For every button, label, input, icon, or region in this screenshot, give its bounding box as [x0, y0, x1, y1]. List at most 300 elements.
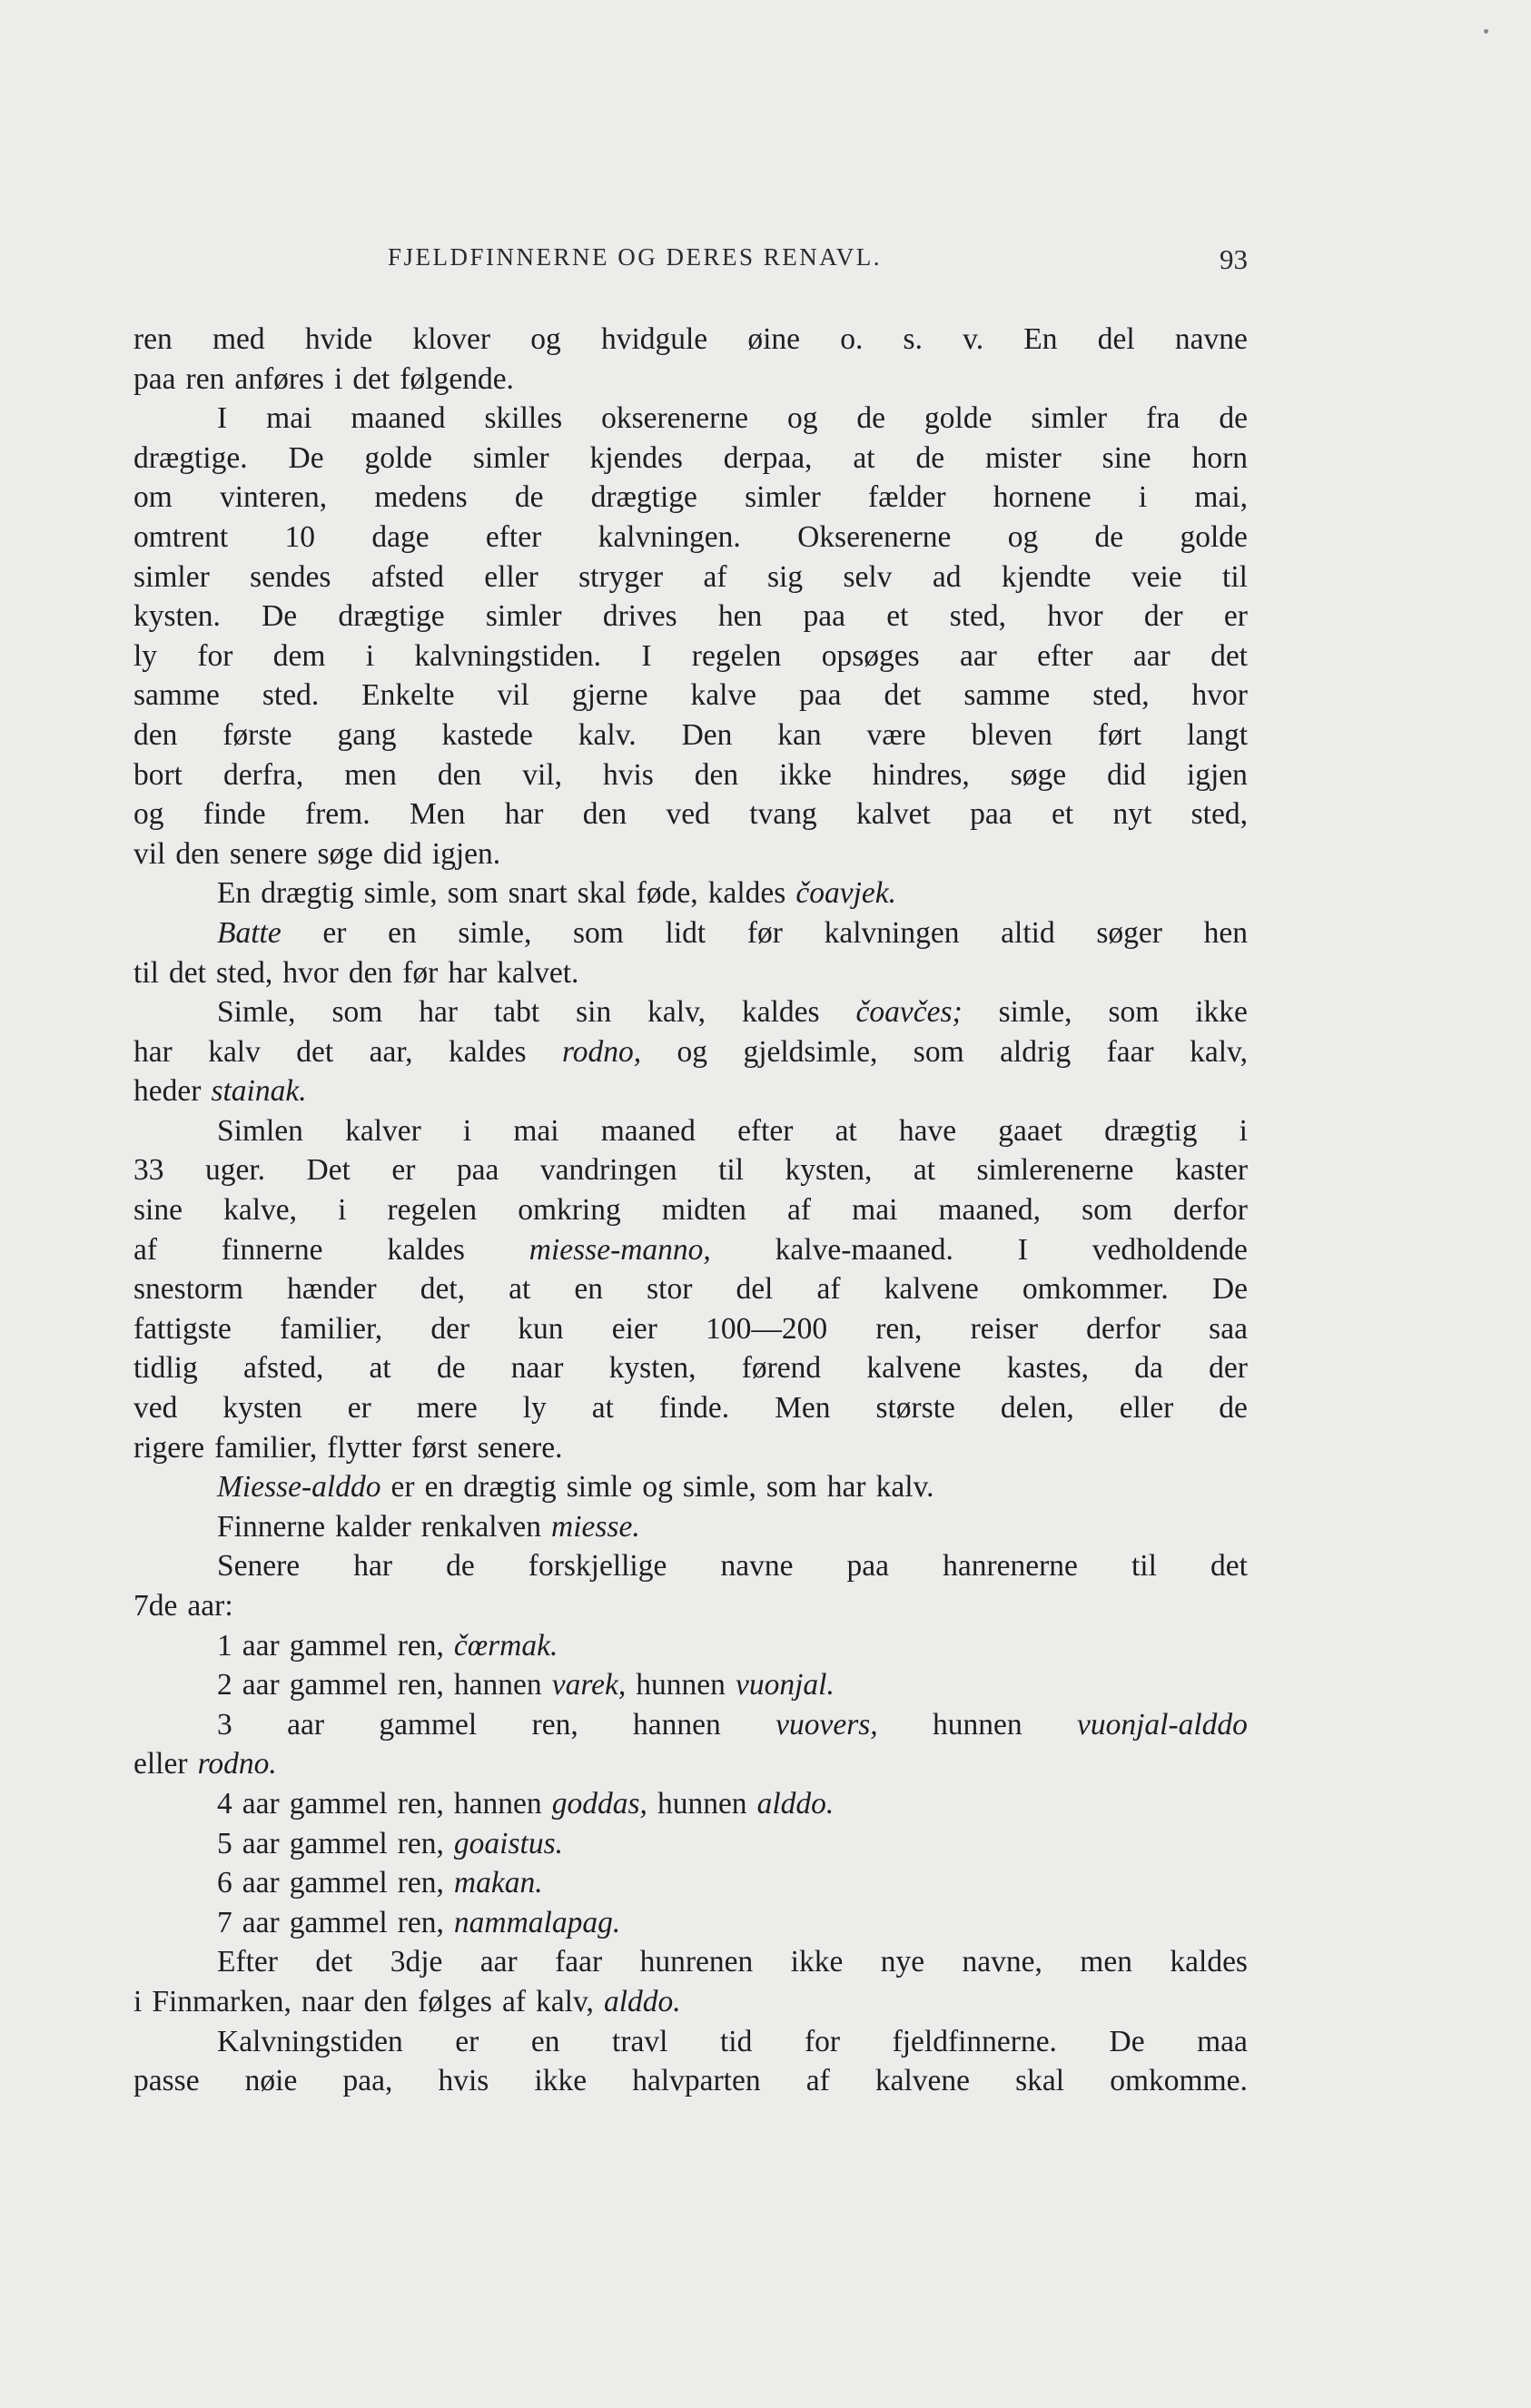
word: vil — [497, 678, 529, 713]
word: den — [437, 757, 482, 792]
word: gammel — [289, 1628, 388, 1663]
word: simlerenerne — [976, 1153, 1134, 1188]
word: De — [262, 599, 298, 634]
word: heder — [133, 1074, 202, 1109]
word: gammel — [289, 1786, 388, 1821]
word: Det — [306, 1153, 351, 1188]
word: maaned — [600, 1113, 696, 1148]
word: nye — [880, 1945, 925, 1979]
word: stor — [647, 1272, 693, 1307]
word: de — [514, 480, 544, 515]
word: om — [133, 480, 173, 515]
word: maaned — [351, 401, 446, 436]
word: kysten — [222, 1391, 302, 1426]
word: kalv, — [647, 995, 706, 1030]
word: sig — [766, 559, 804, 594]
word: af — [816, 1272, 841, 1307]
text-line — [133, 676, 1248, 715]
word: 1 — [217, 1628, 232, 1663]
word: som — [1108, 995, 1160, 1030]
word: at — [369, 1351, 391, 1386]
word: opsøges — [821, 638, 920, 673]
text-line — [133, 1428, 1248, 1468]
word: og — [786, 401, 818, 436]
word: veie — [1131, 559, 1182, 594]
print-speck — [1484, 29, 1488, 34]
word: at — [913, 1153, 936, 1188]
text-line — [133, 360, 1248, 400]
word: vandringen — [539, 1153, 677, 1188]
word: ren, — [397, 1628, 444, 1663]
word: som — [447, 876, 499, 911]
word: Simle, — [217, 995, 296, 1030]
word: det — [352, 361, 390, 396]
word: paa — [456, 1153, 499, 1188]
word: søge — [317, 836, 373, 871]
word: gjerne — [571, 678, 648, 713]
word: 6 — [217, 1866, 232, 1900]
word: derfra, — [222, 757, 304, 792]
word: finnerne — [221, 1232, 323, 1267]
word: som — [1082, 1193, 1133, 1228]
word: simle — [566, 1470, 633, 1505]
word: sted. — [262, 678, 320, 713]
word: paa — [970, 797, 1012, 832]
word: for — [804, 2024, 840, 2058]
word: kysten, — [608, 1351, 696, 1386]
word: 100—200 — [706, 1311, 828, 1346]
word: aar, — [369, 1034, 413, 1069]
word: følgende. — [400, 361, 514, 396]
word: ren, — [397, 1826, 444, 1860]
word: sted, — [949, 599, 1007, 634]
word: simle, — [458, 915, 532, 950]
italic-word: stainak. — [211, 1074, 307, 1109]
text-line — [133, 1784, 1248, 1824]
word: skal — [1015, 2064, 1065, 2098]
word: det — [1210, 638, 1248, 673]
word: som — [331, 995, 383, 1030]
word: en — [530, 2024, 560, 2058]
text-line — [133, 1150, 1248, 1190]
word: paa — [803, 599, 846, 634]
word: den — [133, 717, 178, 752]
text-line — [133, 518, 1248, 558]
text-line — [133, 1824, 1248, 1864]
text-line — [133, 399, 1248, 439]
word: regelen — [387, 1193, 478, 1228]
word: hvidgule — [600, 322, 708, 356]
word: kalv. — [875, 1470, 934, 1505]
word: aar — [959, 638, 997, 673]
word: Men — [409, 797, 466, 832]
word: kaldes — [448, 1034, 527, 1069]
word: ren, — [875, 1311, 923, 1346]
word: aar — [242, 1786, 280, 1821]
word: vedholdende — [1091, 1232, 1248, 1267]
word: kysten, — [785, 1153, 873, 1188]
word: Efter — [217, 1945, 278, 1979]
word: en — [424, 1470, 454, 1505]
text-line — [133, 1190, 1248, 1230]
word: senere. — [477, 1430, 563, 1465]
word: gjeldsimle, — [743, 1034, 878, 1069]
text-line — [133, 1665, 1248, 1705]
word: afsted, — [242, 1351, 324, 1386]
word: En — [217, 876, 252, 911]
word: er — [322, 915, 347, 950]
word: kalvene — [866, 1351, 962, 1386]
word: søge — [1010, 757, 1067, 792]
word: fælder — [868, 480, 946, 515]
word: golde — [924, 401, 993, 436]
word: de — [1219, 401, 1248, 436]
word: ikke — [534, 2064, 588, 2098]
word: finde. — [658, 1391, 730, 1426]
word: har — [504, 797, 544, 832]
word: bort — [133, 757, 183, 792]
word: øine — [747, 322, 801, 356]
word: ly — [522, 1391, 547, 1426]
word: de — [856, 401, 886, 436]
word: af — [501, 1984, 526, 2018]
word: omkomme. — [1110, 2064, 1248, 2098]
word: kalvene — [874, 2064, 971, 2098]
word: hunrenen — [639, 1945, 754, 1979]
word: hannen — [453, 1786, 542, 1821]
word: kaldes — [707, 876, 786, 911]
word: det, — [420, 1272, 466, 1307]
word: sted, — [1092, 678, 1150, 713]
word: simle, — [682, 1470, 756, 1505]
text-line — [133, 1467, 1248, 1507]
text-line — [133, 1903, 1248, 1943]
word: horn — [1191, 440, 1248, 475]
word: omtrent — [133, 519, 229, 554]
word: ført — [1097, 717, 1142, 752]
word: den — [363, 1984, 408, 2018]
word: den — [175, 836, 220, 871]
italic-word: rodno, — [561, 1034, 642, 1069]
word: snart — [508, 876, 568, 911]
word: simler — [472, 440, 549, 475]
word: drægtige. — [133, 440, 248, 475]
text-line — [133, 1626, 1248, 1666]
word: nyt — [1112, 797, 1152, 832]
word: hindres, — [872, 757, 970, 792]
word: til — [718, 1153, 745, 1188]
word: regelen — [691, 638, 782, 673]
word: eller — [1119, 1391, 1174, 1426]
word: hvor — [1047, 599, 1103, 634]
word: sted, — [1190, 797, 1248, 832]
word: kalv, — [536, 1984, 594, 2018]
word: ren, — [397, 1866, 444, 1900]
word: ved — [666, 797, 710, 832]
word: kalv — [208, 1034, 261, 1069]
word: være — [866, 717, 926, 752]
word: mere — [416, 1391, 478, 1426]
word: og — [1007, 519, 1039, 554]
word: først — [411, 1430, 468, 1465]
word: mai — [266, 401, 312, 436]
word: gammel — [379, 1707, 478, 1742]
word: hanrenerne — [943, 1549, 1078, 1584]
word: Simlen — [217, 1113, 303, 1148]
word: naar — [510, 1351, 564, 1386]
text-line — [133, 637, 1248, 676]
text-line — [133, 953, 1248, 993]
word: i — [365, 638, 375, 673]
word: saa — [1209, 1311, 1248, 1346]
word: kalder — [335, 1509, 411, 1544]
italic-word: alddo. — [756, 1786, 835, 1821]
word: I — [1017, 1232, 1028, 1267]
word: kalvet. — [497, 955, 579, 990]
word: Enkelte — [361, 678, 455, 713]
word: af — [703, 559, 727, 594]
word: drives — [602, 599, 677, 634]
text-line — [133, 1982, 1248, 2022]
word: største — [875, 1391, 955, 1426]
text-line — [133, 992, 1248, 1032]
word: sted, — [215, 955, 273, 990]
word: Senere — [217, 1549, 301, 1584]
word: har — [448, 955, 488, 990]
word: drægtig — [463, 1470, 557, 1505]
word: tvang — [749, 797, 817, 832]
word: de — [1219, 1391, 1248, 1426]
word: del — [1097, 322, 1135, 356]
word: den — [348, 955, 393, 990]
word: frem. — [305, 797, 370, 832]
word: paa — [846, 1549, 890, 1584]
text-line — [133, 715, 1248, 755]
word: i — [334, 361, 343, 396]
word: den — [694, 757, 739, 792]
word: hunnen — [636, 1668, 726, 1702]
italic-word: čoavjek. — [795, 876, 897, 911]
word: o. — [840, 322, 864, 356]
word: dem — [272, 638, 326, 673]
word: de — [1094, 519, 1124, 554]
word: okserenerne — [601, 401, 748, 436]
word: Kalvningstiden — [217, 2024, 403, 2058]
text-line — [133, 873, 1248, 913]
word: kjendes — [589, 440, 683, 475]
text-line — [133, 2061, 1248, 2101]
word: i — [133, 1984, 143, 2018]
word: mai — [513, 1113, 559, 1148]
word: førend — [741, 1351, 822, 1386]
word: de — [446, 1549, 475, 1584]
word: kastede — [441, 717, 533, 752]
word: kaster — [1174, 1153, 1248, 1188]
word: kjendte — [1001, 559, 1091, 594]
word: gang — [337, 717, 397, 752]
word: hannen — [633, 1707, 721, 1742]
word: s. — [903, 322, 923, 356]
word: tabt — [493, 995, 540, 1030]
word: en — [388, 915, 417, 950]
word: som — [913, 1034, 964, 1069]
italic-word: Miesse-alddo — [217, 1470, 381, 1505]
word: drægtig — [261, 876, 354, 911]
word: passe — [133, 2064, 200, 2098]
word: kalvningen — [824, 915, 960, 950]
word: fjeldfinnerne. — [892, 2024, 1057, 2058]
word: af — [805, 2064, 830, 2098]
word: En — [1023, 322, 1058, 356]
italic-word: čœrmak. — [453, 1628, 558, 1663]
text-line — [133, 1071, 1248, 1111]
word: den — [582, 797, 627, 832]
word: golde — [364, 440, 432, 475]
word: hænder — [287, 1272, 377, 1307]
text-line — [133, 1586, 1248, 1626]
word: midten — [661, 1193, 746, 1228]
italic-word: Batte — [217, 915, 282, 950]
word: ikke — [779, 757, 832, 792]
text-line — [133, 1348, 1248, 1388]
word: travl — [612, 2024, 668, 2058]
word: før — [402, 955, 439, 990]
word: navne — [720, 1549, 794, 1584]
text-line — [133, 1388, 1248, 1428]
word: 3dje — [390, 1945, 443, 1979]
word: har — [133, 1034, 173, 1069]
word: til — [133, 955, 159, 990]
word: hvis — [438, 2064, 489, 2098]
word: simle, — [998, 995, 1072, 1030]
word: golde — [1180, 519, 1248, 554]
word: et — [886, 599, 909, 634]
word: mai, — [1194, 480, 1248, 515]
italic-word: čoavčes; — [855, 995, 963, 1030]
italic-word: vuonjal. — [735, 1668, 835, 1702]
word: tidlig — [133, 1351, 198, 1386]
word: simler — [1031, 401, 1108, 436]
word: did — [1107, 757, 1146, 792]
word: renkalven — [420, 1509, 541, 1544]
word: de — [436, 1351, 466, 1386]
text-line — [133, 1230, 1248, 1270]
italic-word: vuovers, — [775, 1707, 878, 1742]
word: sendes — [250, 559, 331, 594]
text-line — [133, 1942, 1248, 1982]
word: maaned, — [938, 1193, 1042, 1228]
word: gaaet — [998, 1113, 1062, 1148]
word: kalvningen. — [598, 519, 741, 554]
text-line — [133, 1309, 1248, 1349]
word: ly — [133, 638, 158, 673]
italic-word: nammalapag. — [453, 1905, 621, 1939]
word: aar: — [187, 1589, 233, 1623]
word: 2 — [217, 1668, 232, 1702]
word: naar — [301, 1984, 354, 2018]
word: aar — [242, 1628, 280, 1663]
word: eller — [484, 559, 538, 594]
word: gammel — [289, 1866, 388, 1900]
italic-word: goddas, — [551, 1786, 647, 1821]
italic-word: varek, — [551, 1668, 627, 1702]
word: ren, — [397, 1905, 444, 1939]
word: at — [591, 1391, 614, 1426]
word: der — [1143, 599, 1183, 634]
word: første — [222, 717, 292, 752]
word: det — [296, 1034, 334, 1069]
text-line — [133, 1032, 1248, 1072]
word: navne — [1174, 322, 1248, 356]
word: vil — [133, 836, 166, 871]
word: simle, — [363, 876, 438, 911]
word: fattigste — [133, 1311, 232, 1346]
word: forskjellige — [528, 1549, 667, 1584]
word: ad — [932, 559, 962, 594]
word: mai — [852, 1193, 898, 1228]
text-line — [133, 913, 1248, 953]
word: hunnen — [933, 1707, 1022, 1742]
word: 3 — [217, 1707, 232, 1742]
word: til — [1222, 559, 1248, 594]
word: kalve, — [223, 1193, 297, 1228]
text-line — [133, 794, 1248, 834]
word: før — [746, 915, 783, 950]
word: kalv. — [578, 717, 637, 752]
word: 7de — [133, 1589, 178, 1623]
word: klover — [412, 322, 491, 356]
word: vinteren, — [220, 480, 328, 515]
word: I — [641, 638, 652, 673]
word: til — [1131, 1549, 1157, 1584]
word: sine — [1101, 440, 1151, 475]
word: paa, — [342, 2064, 393, 2098]
word: af — [133, 1232, 158, 1267]
italic-word: miesse-manno, — [528, 1232, 711, 1267]
word: kalv, — [1190, 1034, 1248, 1069]
text-line — [133, 1744, 1248, 1784]
word: 5 — [217, 1826, 232, 1860]
word: Okserenerne — [797, 519, 952, 554]
word: men — [1080, 1945, 1132, 1979]
word: aldrig — [1000, 1034, 1072, 1069]
word: det — [168, 955, 206, 990]
word: altid — [1001, 915, 1055, 950]
word: en — [574, 1272, 604, 1307]
word: sine — [133, 1193, 183, 1228]
word: med — [212, 322, 265, 356]
word: samme — [963, 678, 1051, 713]
text-line — [133, 1111, 1248, 1151]
word: som — [766, 1470, 817, 1505]
word: hen — [717, 599, 763, 634]
word: af — [787, 1193, 812, 1228]
word: selv — [843, 559, 893, 594]
word: fra — [1146, 401, 1180, 436]
word: 4 — [217, 1786, 232, 1821]
word: gammel — [289, 1668, 388, 1702]
word: kaldes — [741, 995, 820, 1030]
word: rigere — [133, 1430, 205, 1465]
word: der — [430, 1311, 470, 1346]
running-title: FJELDFINNERNE OG DERES RENAVL. — [388, 243, 883, 271]
word: hvor — [1191, 678, 1248, 713]
text-line — [133, 755, 1248, 795]
word: mister — [985, 440, 1062, 475]
word: er — [391, 1153, 416, 1188]
word: snestorm — [133, 1272, 243, 1307]
word: ren, — [397, 1786, 444, 1821]
